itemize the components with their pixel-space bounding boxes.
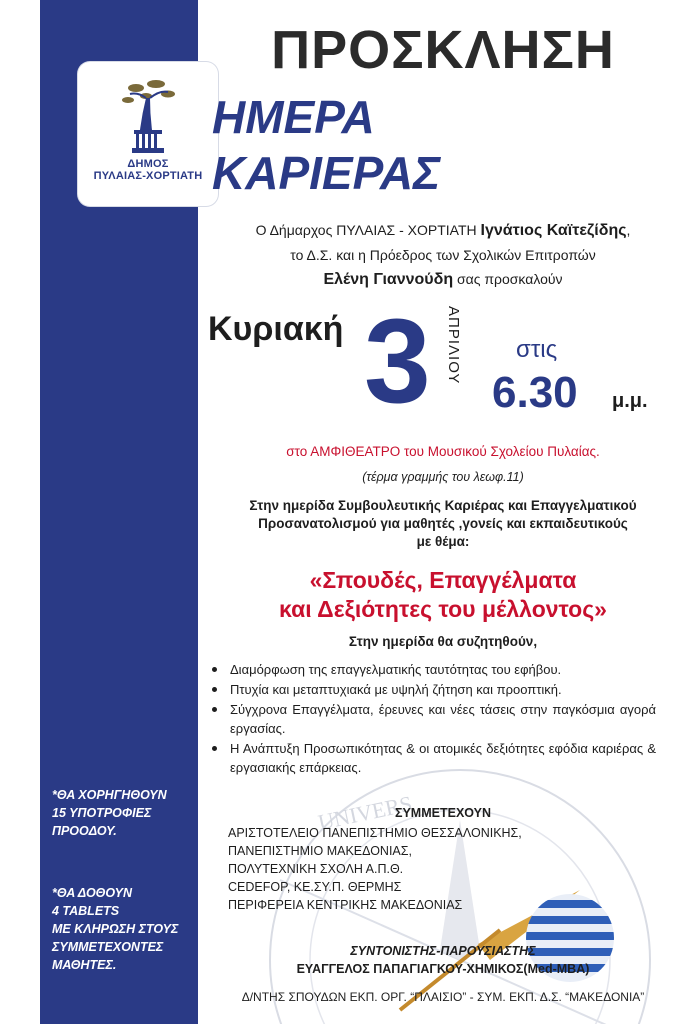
topic-text: Διαμόρφωση της επαγγελματικής ταυτότητας του εφήβου.	[230, 662, 562, 677]
subtitle-line-2: ΚΑΡΙΕΡΑΣ	[212, 147, 441, 199]
list-item	[210, 680, 656, 699]
participant-item: ΠΕΡΙΦΕΡΕΙΑ ΚΕΝΤΡΙΚΗΣ ΜΑΚΕΔΟΝΙΑΣ	[228, 898, 463, 912]
seminar-description	[208, 497, 678, 551]
municipality-logo	[78, 62, 218, 206]
mayor-name: Ιγνάτιος Καϊτεζίδης	[480, 222, 627, 239]
seminar-line: Προσανατολισμού για μαθητές ,γονείς και εκπαιδευτικούς	[258, 516, 628, 531]
theme-line: και Δεξιότητες του μέλλοντος»	[279, 596, 607, 622]
intro-line-1	[208, 221, 678, 240]
intro-line-2: το Δ.Σ. και η Πρόεδρος των Σχολικών Επιτροπών	[290, 247, 596, 263]
list-item	[210, 660, 656, 679]
time-prefix: στις	[516, 336, 558, 363]
list-item	[210, 700, 656, 738]
participants-heading: ΣΥΜΜΕΤΕΧΟΥΝ	[394, 806, 492, 820]
subtitle-line-1: ΗΜΕΡΑ	[212, 91, 375, 143]
compass-watermark: UNIVERS	[315, 790, 415, 835]
note-line: *ΘΑ ΔΟΘΟΥΝ	[52, 886, 132, 900]
venue-note: (τέρμα γραμμής του λεωφ.11)	[362, 470, 524, 484]
tablets-note	[52, 884, 192, 974]
coordinator-heading: ΣΥΝΤΟΝΙΣΤΗΣ-ΠΑΡΟΥΣΙΑΣΤΗΣ	[350, 944, 536, 958]
seminar-line: Στην ημερίδα Συμβουλευτικής Καριέρας και Επαγγελματικού	[249, 498, 637, 513]
president-name: Ελένη Γιαννούδη	[323, 271, 454, 288]
note-line: ΜΑΘΗΤΕΣ.	[52, 958, 117, 972]
note-line: 15 ΥΠΟΤΡΟΦΙΕΣ	[52, 806, 152, 820]
logo-line-2: ΠΥΛΑΙΑΣ-ΧΟΡΤΙΑΤΗ	[93, 170, 203, 182]
bullet-icon	[212, 687, 217, 692]
participant-item: ΠΟΛΥΤΕΧΝΙΚΗ ΣΧΟΛΗ Α.Π.Θ.	[228, 862, 404, 876]
participants-list	[228, 824, 522, 914]
coordinator-role: Δ/ΝΤΗΣ ΣΠΟΥΔΩΝ ΕΚΠ. ΟΡΓ. “ΠΛΑΙΣΙΟ” - ΣΥΜ. ΕΚΠ. Δ.Σ. “ΜΑΚΕΔΟΝΙΑ”	[241, 990, 645, 1004]
intro-suffix: ,	[626, 222, 631, 238]
time-unit: μ.μ.	[612, 390, 648, 412]
note-line: 4 TABLETS	[52, 904, 120, 918]
topic-text: Σύγχρονα Επαγγέλματα, έρευνες και νέες τάσεις στην παγκόσμια αγορά εργασίας.	[230, 702, 656, 736]
participant-item: ΑΡΙΣΤΟΤΕΛΕΙΟ ΠΑΝΕΠΙΣΤΗΜΙΟ ΘΕΣΣΑΛΟΝΙΚΗΣ,	[228, 826, 522, 840]
note-line: ΠΡΟΟΔΟΥ.	[52, 824, 117, 838]
topic-text: Πτυχία και μεταπτυχιακά με υψηλή ζήτηση και προοπτική.	[230, 682, 562, 697]
invitation-title: ΠΡΟΣΚΛΗΣΗ	[271, 20, 615, 80]
topic-text: Η Ανάπτυξη Προσωπικότητας & οι ατομικές δεξιότητες εφόδια καριέρας & εργασιακής επάρκειας.	[230, 741, 656, 775]
coordinator-name: ΕΥΑΓΓΕΛΟΣ ΠΑΠΑΓΙΑΓΚΟΥ-ΧΗΜΙΚΟΣ(Med-MBA)	[296, 962, 590, 976]
logo-line-1: ΔΗΜΟΣ	[127, 158, 169, 170]
participant-item: ΠΑΝΕΠΙΣΤΗΜΙΟ ΜΑΚΕΔΟΝΙΑΣ,	[228, 844, 412, 858]
topics-heading: Στην ημερίδα θα συζητηθούν,	[348, 634, 538, 649]
note-line: ΜΕ ΚΛΗΡΩΣΗ ΣΤΟΥΣ	[52, 922, 179, 936]
event-day: Κυριακή	[208, 310, 344, 348]
list-item	[210, 739, 656, 777]
seminar-theme	[208, 566, 678, 624]
event-time: 6.30	[492, 368, 578, 417]
intro-prefix: Ο Δήμαρχος ΠΥΛΑΙΑΣ - ΧΟΡΤΙΑΤΗ	[255, 222, 481, 238]
seminar-line: με θέμα:	[416, 534, 470, 549]
bullet-icon	[212, 707, 217, 712]
tree-column-icon	[116, 74, 180, 158]
intro-line-3	[208, 270, 678, 289]
venue-text: στο ΑΜΦΙΘΕΑΤΡΟ του Μουσικού Σχολείου Πυλαίας.	[286, 444, 600, 459]
topics-list	[210, 660, 656, 778]
scholarship-note	[52, 786, 192, 840]
participant-item: CEDEFOP, ΚΕ.ΣΥ.Π. ΘΕΡΜΗΣ	[228, 880, 402, 894]
note-line: *ΘΑ ΧΟΡΗΓΗΘΟΥΝ	[52, 788, 167, 802]
event-month: ΑΠΡΙΛΙΟΥ	[445, 306, 462, 385]
bullet-icon	[212, 746, 217, 751]
note-line: ΣΥΜΜΕΤΕΧΟΝΤΕΣ	[52, 940, 164, 954]
theme-line: «Σπουδές, Επαγγέλματα	[309, 567, 577, 593]
bullet-icon	[212, 667, 217, 672]
event-date-number: 3	[364, 294, 431, 428]
intro-invite: σας προσκαλούν	[453, 271, 563, 287]
